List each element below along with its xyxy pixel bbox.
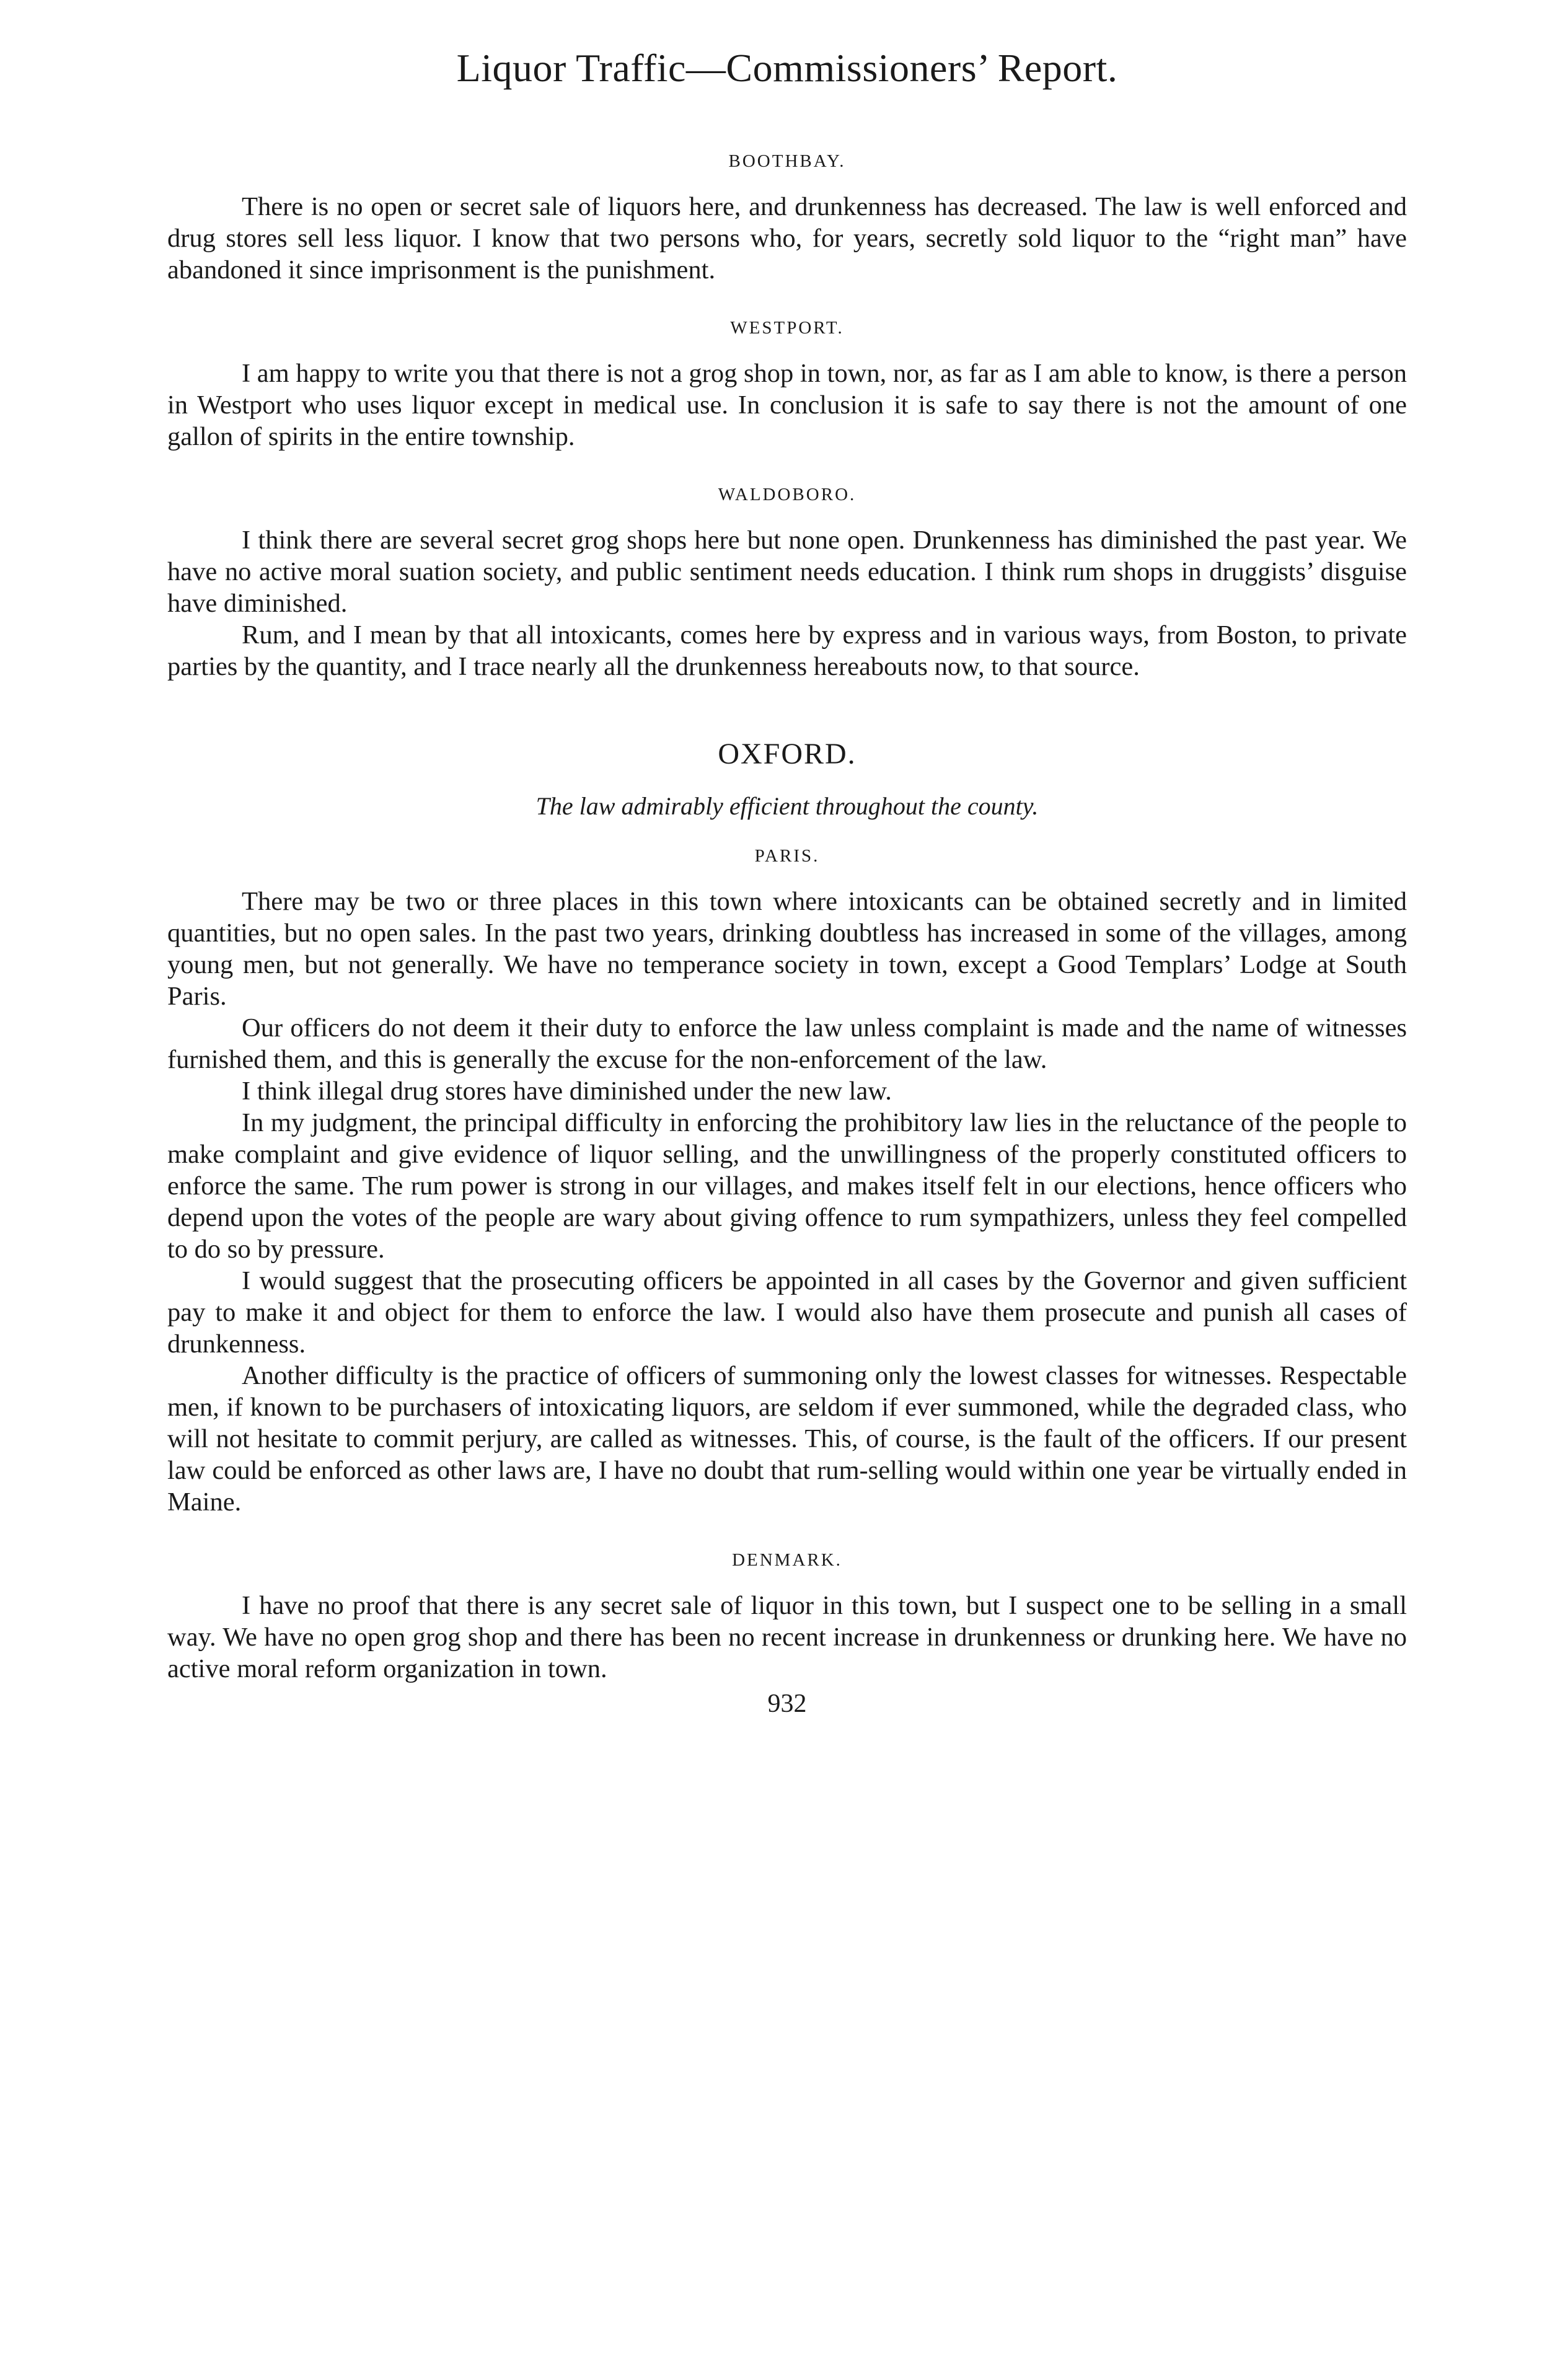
- place-heading: BOOTHBAY.: [728, 151, 846, 171]
- place-heading: WALDOBORO.: [718, 485, 857, 505]
- county-note: The law admirably efficient throughout the county.: [535, 792, 1039, 820]
- section-waldoboro: [167, 482, 1407, 682]
- section-denmark: [167, 1548, 1407, 1685]
- paragraph: Rum, and I mean by that all intoxicants, comes here by express and in various ways, from Boston, to private parties by the quantity, and I trace nearly all the drunkenness hereabouts now, to that source.: [167, 620, 1407, 681]
- section-oxford: [167, 736, 1407, 822]
- paragraph: I think there are several secret grog shops here but none open. Drunkenness has diminished the past year. We have no active moral suation society, and public sentiment needs education. I think rum shops in druggists’ disguise have diminished.: [167, 526, 1407, 618]
- place-heading: DENMARK.: [732, 1550, 842, 1570]
- running-head: Liquor Traffic—Commissioners’ Report.: [456, 46, 1118, 90]
- place-heading: WESTPORT.: [730, 318, 844, 338]
- section-boothbay: [167, 149, 1407, 286]
- paragraph: I would suggest that the prosecuting officers be appointed in all cases by the Governor and given sufficient pay to make it and object for them to enforce the law. I would also have them prosecute and punish all cases of drunkenness.: [167, 1266, 1407, 1359]
- paragraph: There may be two or three places in this town where intoxicants can be obtained secretly and in limited quantities, but no open sales. In the past two years, drinking doubtless has increased in some of the villages, among young men, but not generally. We have no temperance society in town, except a Good Templars’ Lodge at South Paris.: [167, 887, 1407, 1011]
- paragraph: In my judgment, the principal difficulty in enforcing the prohibitory law lies in the reluctance of the people to make complaint and give evidence of liquor selling, and the unwillingness of the properly constituted officers to enforce the same. The rum power is strong in our villages, and makes itself felt in our elections, hence officers who depend upon the votes of the people are wary about giving offence to rum sympathizers, unless they feel compelled to do so by pressure.: [167, 1108, 1407, 1264]
- paragraph: I am happy to write you that there is not a grog shop in town, nor, as far as I am able to know, is there a person in Westport who uses liquor except in medical use. In conclusion it is safe to say there is not the amount of one gallon of spirits in the entire township.: [167, 359, 1407, 451]
- document-page: [167, 43, 1407, 1719]
- paragraph: I have no proof that there is any secret sale of liquor in this town, but I suspect one to be selling in a small way. We have no open grog shop and there has been no recent increase in drunkenness or drunking here. We have no active moral reform organization in town.: [167, 1591, 1407, 1683]
- paragraph: Our officers do not deem it their duty to enforce the law unless complaint is made and the name of witnesses furnished them, and this is generally the excuse for the non-enforcement of the law.: [167, 1013, 1407, 1074]
- page-number: 932: [767, 1690, 807, 1718]
- section-westport: [167, 315, 1407, 452]
- paragraph: I think illegal drug stores have diminished under the new law.: [242, 1077, 892, 1106]
- place-heading: PARIS.: [754, 846, 820, 866]
- paragraph: Another difficulty is the practice of officers of summoning only the lowest classes for witnesses. Respectable men, if known to be purchasers of intoxicating liquors, are seldom if ever summoned, while the degraded class, who will not hesitate to commit perjury, are called as witnesses. This, of course, is the fault of the officers. If our present law could be enforced as other laws are, I have no doubt that rum-selling would within one year be virtually ended in Maine.: [167, 1361, 1407, 1517]
- section-paris: [167, 844, 1407, 1518]
- county-heading: OXFORD.: [718, 738, 857, 770]
- paragraph: There is no open or secret sale of liquors here, and drunkenness has decreased. The law is well enforced and drug stores sell less liquor. I know that two persons who, for years, secretly sold liquor to the “right man” have abandoned it since imprisonment is the punishment.: [167, 192, 1407, 284]
